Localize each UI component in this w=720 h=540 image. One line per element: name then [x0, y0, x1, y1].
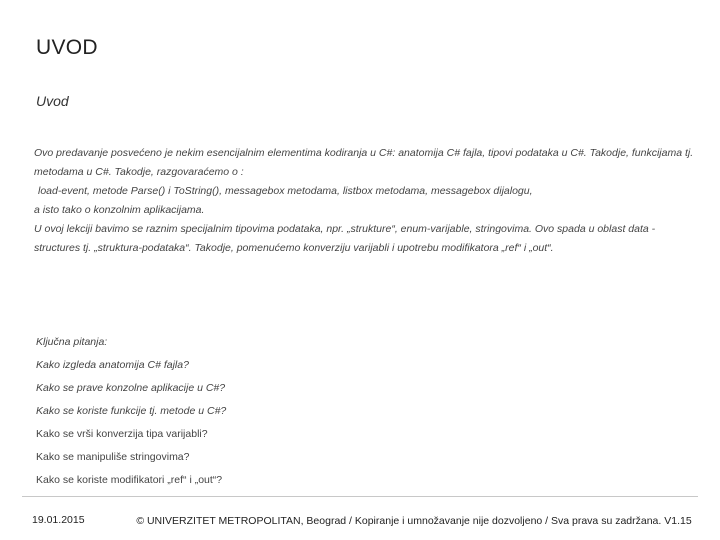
question-item: Kako se prave konzolne aplikacije u C#?: [36, 382, 226, 394]
key-questions: [36, 331, 636, 492]
intro-paragraph: a isto tako o konzolnim aplikacijama.: [34, 204, 205, 216]
question-item: Kako izgleda anatomija C# fajla?: [36, 359, 189, 371]
slide-title: UVOD: [36, 36, 98, 59]
intro-text: [34, 144, 694, 258]
questions-heading: Ključna pitanja:: [36, 336, 108, 348]
question-item: Kako se koriste funkcije tj. metode u C#?: [36, 405, 227, 417]
intro-paragraph: Ovo predavanje posvećeno je nekim esencijalnim elementima kodiranja u C#: anatomija C# fajla, tipovi podataka u C#. Takodje, funkcijama tj. metodama u C#. Takodje, razgovaraćemo o :: [34, 147, 694, 178]
question-item: Kako se manipuliše stringovima?: [36, 451, 190, 463]
footer-copyright: © UNIVERZITET METROPOLITAN, Beograd / Kopiranje i umnožavanje nije dozvoljeno / Sva prava su zadržana. V1.15: [136, 515, 692, 527]
intro-paragraph: U ovoj lekciji bavimo se raznim specijalnim tipovima podataka, npr. „strukture“, enum-varijable, stringovima. Ovo spada u oblast data -structures tj. „struktura-podataka“. Takodje, pomenućemo konverziju varijabli i upotrebu modifikatora „ref“ i „out“.: [34, 223, 656, 254]
question-item: Kako se vrši konverzija tipa varijabli?: [36, 428, 208, 440]
question-item: Kako se koriste modifikatori „ref“ i „out“?: [36, 474, 223, 486]
intro-paragraph: load-event, metode Parse() i ToString(), messagebox metodama, listbox metodama, messagebox dijalogu,: [38, 185, 533, 197]
footer-date: 19.01.2015: [32, 514, 85, 526]
slide-subtitle: Uvod: [36, 93, 69, 109]
footer: [22, 496, 698, 540]
